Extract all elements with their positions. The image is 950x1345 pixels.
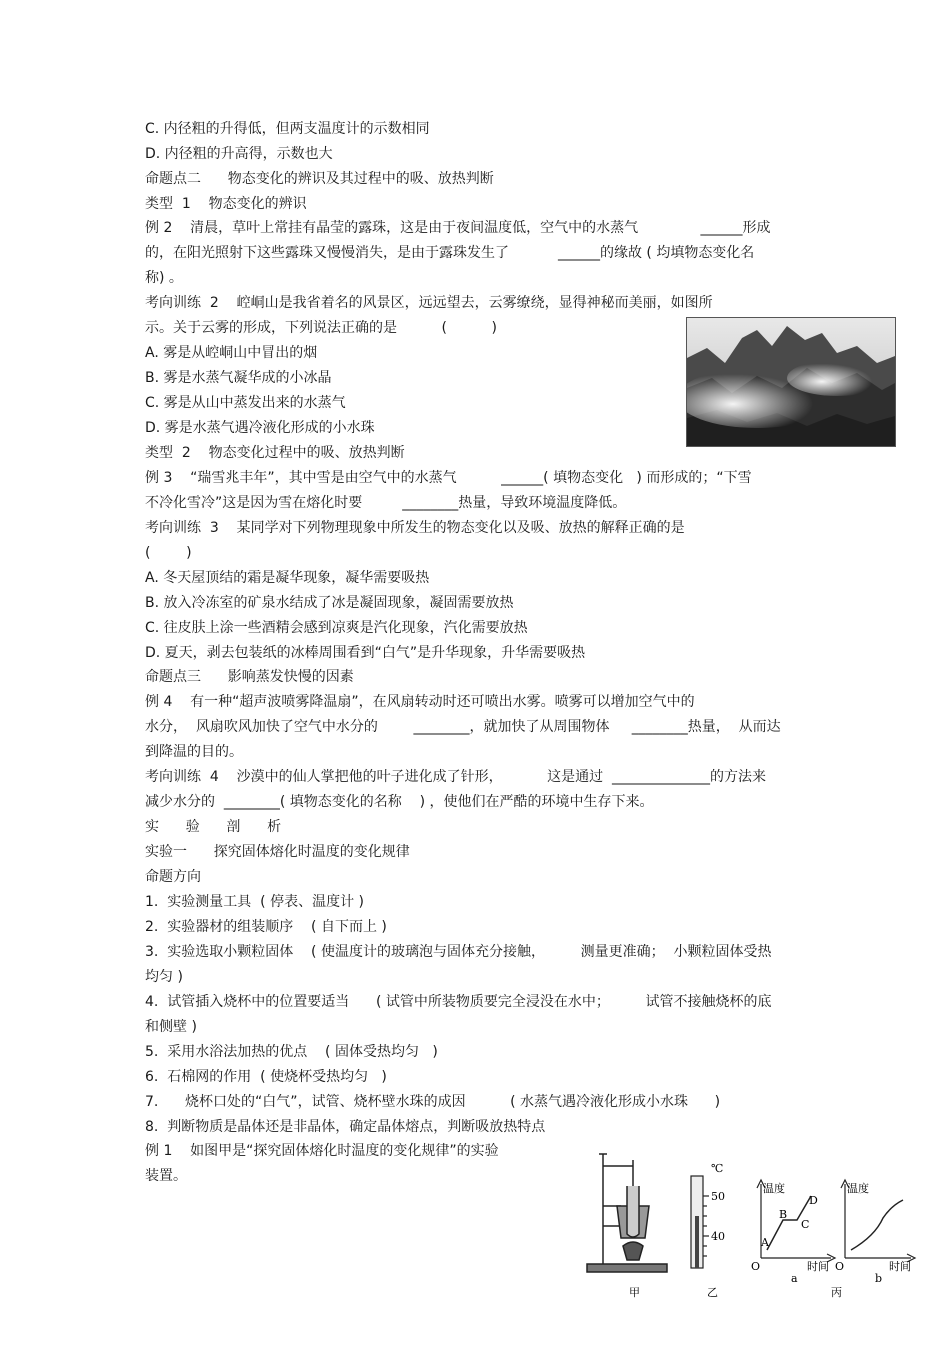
exercise-4-line-1: 考向训练 4 沙漠中的仙人掌把他的叶子进化成了针形， 这是通过 ______________的方法来 xyxy=(145,769,767,785)
list-item: 1. 实验测量工具 ( 停表、温度计 ) xyxy=(145,894,364,910)
option-b: B. 雾是水蒸气凝华成的小冰晶 xyxy=(145,370,332,386)
experiment-heading: 实验一 探究固体熔化时温度的变化规律 xyxy=(145,844,410,860)
list-item-continued: 和侧壁 ) xyxy=(145,1019,197,1035)
thermometer-unit: ℃ xyxy=(711,1162,724,1175)
example-1-line-2: 装置。 xyxy=(145,1168,187,1184)
example-4-line-1: 例 4 有一种“超声波喷雾降温扇”，在风扇转动时还可喷出水雾。喷雾可以增加空气中的 xyxy=(145,694,695,710)
point-label: B xyxy=(779,1208,788,1221)
point-label: A xyxy=(761,1236,769,1249)
list-item: 2. 实验器材的组装顺序 ( 自下而上 ) xyxy=(145,919,387,935)
exercise-3-line-1: 考向训练 3 某同学对下列物理现象中所发生的物态变化以及吸、放热的解释正确的是 xyxy=(145,520,685,536)
list-item: 7. 烧杯口处的“白气”，试管、烧杯壁水珠的成因 ( 水蒸气遇冷液化形成小水珠 ) xyxy=(145,1094,721,1110)
example-1-line-1: 例 1 如图甲是“探究固体熔化时温度的变化规律”的实验 xyxy=(145,1143,499,1159)
graph-b-origin: O xyxy=(835,1260,845,1273)
thermometer-yi xyxy=(691,1176,709,1268)
option-a: A. 雾是从崆峒山中冒出的烟 xyxy=(145,345,318,361)
graph-a-x-label: 时间 xyxy=(807,1260,829,1273)
option-c: C. 往皮肤上涂一些酒精会感到凉爽是汽化现象，汽化需要放热 xyxy=(145,620,528,636)
example-3-line-1: 例 3 “瑞雪兆丰年”，其中雪是由空气中的水蒸气 ______( 填物态变化 ) 而形成的；“下雪 xyxy=(145,470,752,486)
list-item: 5. 采用水浴法加热的优点 ( 固体受热均匀 ) xyxy=(145,1044,438,1060)
example-2-line-2: 的，在阳光照射下这些露珠又慢慢消失，是由于露珠发生了 ______的缘故 ( 均填物态变化名 xyxy=(145,245,755,261)
graph-b-y-label: 温度 xyxy=(847,1182,869,1195)
subheading: 命题方向 xyxy=(145,869,201,885)
tick-label: 50 xyxy=(711,1190,725,1203)
experiment-figure xyxy=(585,1146,917,1298)
exercise-4-line-2: 减少水分的 ________( 填物态变化的名称 ) ，使他们在严酷的环境中生存下来。 xyxy=(145,794,654,810)
point-label: C xyxy=(801,1218,810,1231)
section-heading: 命题点三 影响蒸发快慢的因素 xyxy=(145,669,354,685)
section-heading: 命题点二 物态变化的辨识及其过程中的吸、放热判断 xyxy=(145,171,494,187)
list-item-continued: 均匀 ) xyxy=(145,969,183,985)
list-item: 3. 实验选取小颗粒固体 ( 使温度计的玻璃泡与固体充分接触， 测量更准确； 小颗粒固体受热 xyxy=(145,944,772,960)
graph-a-origin: O xyxy=(751,1260,761,1273)
section-heading: 实 验 剖 析 xyxy=(145,819,282,835)
type-heading: 类型 2 物态变化过程中的吸、放热判断 xyxy=(145,445,405,461)
experiment-figure-svg xyxy=(585,1146,917,1298)
label-jia: 甲 xyxy=(629,1286,640,1298)
label-yi: 乙 xyxy=(707,1286,718,1298)
list-item: 6. 石棉网的作用 ( 使烧杯受热均匀 ) xyxy=(145,1069,387,1085)
mountain-fog-photo xyxy=(686,317,896,447)
label-bing: 丙 xyxy=(831,1286,842,1298)
exercise-2-line-2: 示。关于云雾的形成，下列说法正确的是 ( ) xyxy=(145,320,497,336)
graph-b-x-label: 时间 xyxy=(889,1260,911,1273)
option-a: A. 冬天屋顶结的霜是凝华现象，凝华需要吸热 xyxy=(145,570,430,586)
example-2-line-1: 例 2 清晨，草叶上常挂有晶莹的露珠，这是由于夜间温度低，空气中的水蒸气 ______形成 xyxy=(145,220,771,236)
type-heading: 类型 1 物态变化的辨识 xyxy=(145,196,307,212)
option-d: D. 雾是水蒸气遇冷液化形成的小水珠 xyxy=(145,420,375,436)
option-b: B. 放入冷冻室的矿泉水结成了冰是凝固现象，凝固需要放热 xyxy=(145,595,514,611)
option-d: D. 内径粗的升高得，示数也大 xyxy=(145,146,333,162)
list-item: 8. 判断物质是晶体还是非晶体，确定晶体熔点，判断吸放热特点 xyxy=(145,1119,546,1135)
option-c: C. 内径粗的升得低，但两支温度计的示数相同 xyxy=(145,121,430,137)
example-2-line-3: 称) 。 xyxy=(145,270,183,286)
tick-label: 40 xyxy=(711,1230,725,1243)
example-4-line-3: 到降温的目的。 xyxy=(145,744,243,760)
exercise-3-line-2: ( ) xyxy=(145,545,192,561)
exercise-2-line-1: 考向训练 2 崆峒山是我省着名的风景区，远远望去，云雾缭绕，显得神秘而美丽，如图所 xyxy=(145,295,713,311)
graph-a-y-label: 温度 xyxy=(763,1182,785,1195)
graph-a-caption: a xyxy=(791,1272,798,1285)
example-3-line-2: 不冷化雪冷”这是因为雪在熔化时要 ________热量，导致环境温度降低。 xyxy=(145,495,627,511)
point-label: D xyxy=(809,1194,818,1207)
option-c: C. 雾是从山中蒸发出来的水蒸气 xyxy=(145,395,346,411)
example-4-line-2: 水分， 风扇吹风加快了空气中水分的 ________，就加快了从周围物体 ________热量， 从而达 xyxy=(145,719,781,735)
option-d: D. 夏天，剥去包装纸的冰棒周围看到“白气”是升华现象，升华需要吸热 xyxy=(145,645,586,661)
apparatus-jia xyxy=(587,1154,667,1272)
list-item: 4. 试管插入烧杯中的位置要适当 ( 试管中所装物质要完全浸没在水中； 试管不接触烧杯的底 xyxy=(145,994,772,1010)
graph-b-caption: b xyxy=(875,1272,883,1285)
